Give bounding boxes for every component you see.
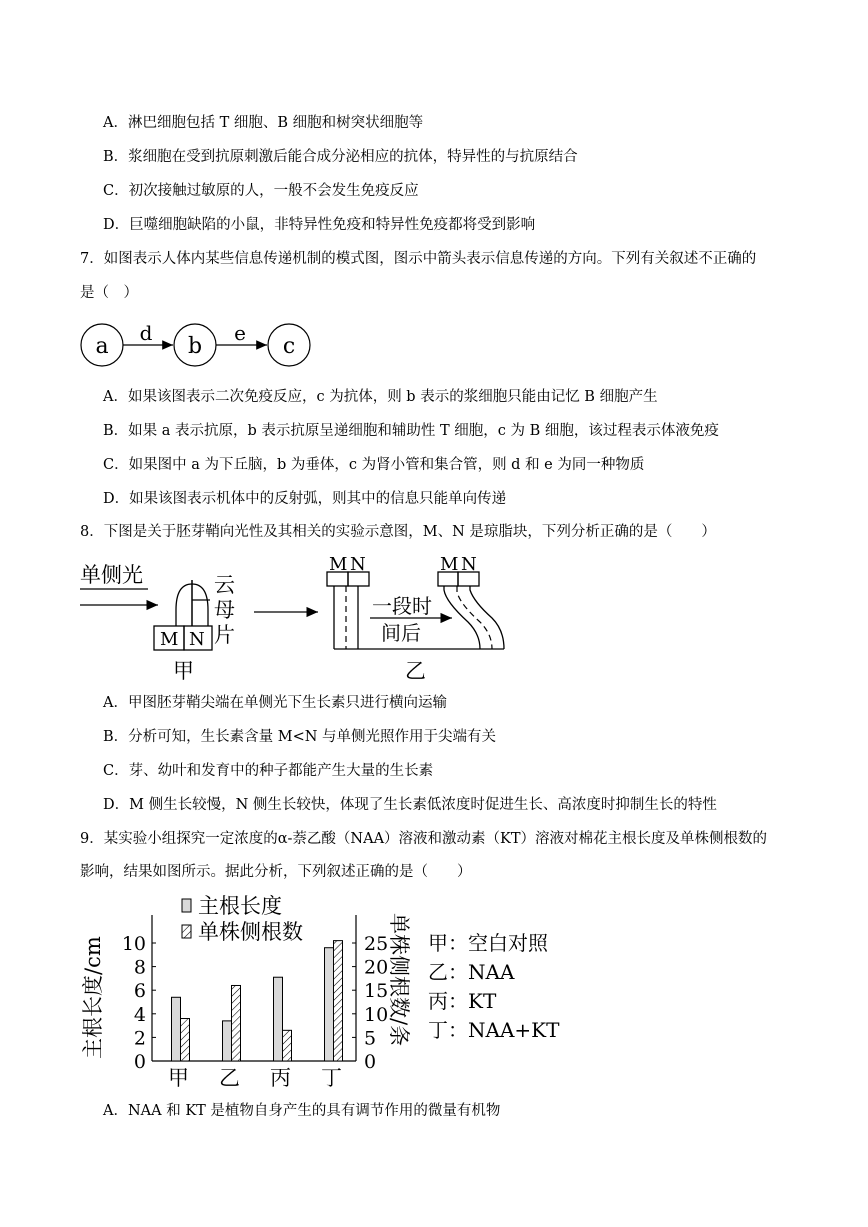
block-n-label-yi-left: N — [350, 554, 366, 575]
y2-axis-title: 单株侧根数/条 — [387, 913, 411, 1047]
node-a-label: a — [95, 334, 109, 359]
arrow-e-label: e — [234, 321, 246, 345]
time-label-1: 一段时 — [372, 594, 432, 618]
mica-label-3: 片 — [214, 623, 235, 647]
node-c-label: c — [282, 334, 296, 359]
q6-option-b: B．浆细胞在受到抗原刺激后能合成分泌相应的抗体，特异性的与抗原结合 — [103, 149, 578, 165]
y2-tick-label: 0 — [364, 1051, 377, 1073]
bar-lateral-root-count — [283, 1030, 292, 1061]
bent-midline — [457, 586, 492, 649]
group-note: 丁：NAA+KT — [428, 1018, 560, 1042]
q9-stem-line1: 9．某实验小组探究一定浓度的α-萘乙酸（NAA）溶液和激动素（KT）溶液对棉花主根长度及单株侧根数的 — [80, 831, 768, 847]
y2-tick-label: 25 — [364, 933, 389, 955]
legend-swatch-main-root — [182, 899, 191, 912]
label-yi: 乙 — [405, 659, 426, 683]
block-m-label-yi-right: M — [440, 554, 459, 575]
y-tick-label: 6 — [133, 980, 146, 1003]
q7-stem-line1: 7．如图表示人体内某些信息传递机制的模式图，图示中箭头表示信息传递的方向。下列有关叙述不正确的 — [80, 251, 757, 267]
bar-lateral-root-count — [232, 985, 241, 1061]
group-note: 丙：KT — [428, 989, 497, 1013]
time-label-2: 间后 — [381, 621, 421, 645]
q7-option-a: A．如果该图表示二次免疫反应，c 为抗体，则 b 表示的浆细胞只能由记忆 B 细胞产生 — [103, 389, 658, 405]
bar-lateral-root-count — [334, 941, 343, 1061]
q7-stem-line2: 是（ ） — [80, 285, 138, 301]
q8-option-d: D．M 侧生长较慢，N 侧生长较快，体现了生长素低浓度时促进生长、高浓度时抑制生长的特性 — [103, 797, 717, 813]
bar-main-root-length — [223, 1021, 232, 1061]
block-m-label-yi-left: M — [329, 554, 348, 575]
legend-label-lateral-root: 单株侧根数 — [198, 920, 303, 944]
arrow-d-label: d — [139, 321, 153, 345]
group-note: 乙：NAA — [428, 960, 515, 984]
y2-tick-label: 20 — [364, 956, 389, 979]
q7-option-d: D．如果该图表示机体中的反射弧，则其中的信息只能单向传递 — [103, 491, 507, 507]
block-n-label-yi-right: N — [461, 554, 477, 575]
bar-main-root-length — [274, 977, 283, 1061]
bar-main-root-length — [325, 948, 334, 1061]
y2-tick-label: 10 — [364, 1003, 389, 1026]
y-tick-label: 8 — [133, 956, 146, 979]
x-tick-label: 丙 — [270, 1066, 291, 1090]
q7-option-b: B．如果 a 表示抗原，b 表示抗原呈递细胞和辅助性 T 细胞，c 为 B 细胞，该过程表示体液免疫 — [103, 423, 719, 439]
y-tick-label: 10 — [121, 933, 146, 955]
q7-diagram — [74, 318, 324, 374]
x-tick-label: 甲 — [168, 1066, 189, 1090]
legend-label-main-root: 主根长度 — [198, 894, 282, 918]
q8-stem: 8．下图是关于胚芽鞘向光性及其相关的实验示意图，M、N 是琼脂块，下列分析正确的是（ ） — [80, 524, 716, 540]
x-tick-label: 丁 — [321, 1066, 342, 1090]
x-tick-label: 乙 — [219, 1066, 240, 1090]
y2-tick-label: 15 — [364, 980, 389, 1003]
group-note: 甲：空白对照 — [428, 931, 548, 955]
y-tick-label: 0 — [133, 1051, 146, 1073]
block-n-label-jia: N — [189, 629, 205, 650]
q8-option-a: A．甲图胚芽鞘尖端在单侧光下生长素只进行横向运输 — [103, 695, 447, 711]
mica-label-2: 母 — [214, 598, 235, 622]
block-m-label-jia: M — [160, 629, 179, 650]
q9-chart — [76, 890, 566, 1090]
q9-stem-line2: 影响，结果如图所示。据此分析，下列叙述正确的是（ ） — [80, 864, 472, 880]
y-tick-label: 4 — [133, 1003, 146, 1026]
mica-label-1: 云 — [214, 573, 235, 597]
q6-option-c: C．初次接触过敏原的人，一般不会发生免疫反应 — [103, 183, 419, 199]
q6-option-a: A．淋巴细胞包括 T 细胞、B 细胞和树突状细胞等 — [103, 115, 424, 131]
q8-figure — [78, 550, 518, 686]
label-jia: 甲 — [173, 659, 194, 683]
q8-option-b: B．分析可知，生长素含量 M<N 与单侧光照作用于尖端有关 — [103, 729, 497, 745]
light-label: 单侧光 — [80, 563, 143, 587]
y-axis-title: 主根长度/cm — [81, 936, 105, 1059]
q7-option-c: C．如果图中 a 为下丘脑，b 为垂体，c 为肾小管和集合管，则 d 和 e 为同一种物质 — [103, 457, 645, 473]
y-tick-label: 2 — [133, 1027, 146, 1050]
bent-right-wall — [470, 586, 504, 649]
node-b-label: b — [187, 334, 203, 359]
y2-tick-label: 5 — [364, 1027, 377, 1050]
q6-option-d: D．巨噬细胞缺陷的小鼠，非特异性免疫和特异性免疫都将受到影响 — [103, 217, 536, 233]
legend-swatch-lateral-root — [182, 925, 191, 938]
q8-option-c: C．芽、幼叶和发育中的种子都能产生大量的生长素 — [103, 763, 434, 779]
bar-main-root-length — [172, 997, 181, 1061]
bar-lateral-root-count — [181, 1019, 190, 1061]
q9-option-a: A．NAA 和 KT 是植物自身产生的具有调节作用的微量有机物 — [103, 1103, 501, 1119]
